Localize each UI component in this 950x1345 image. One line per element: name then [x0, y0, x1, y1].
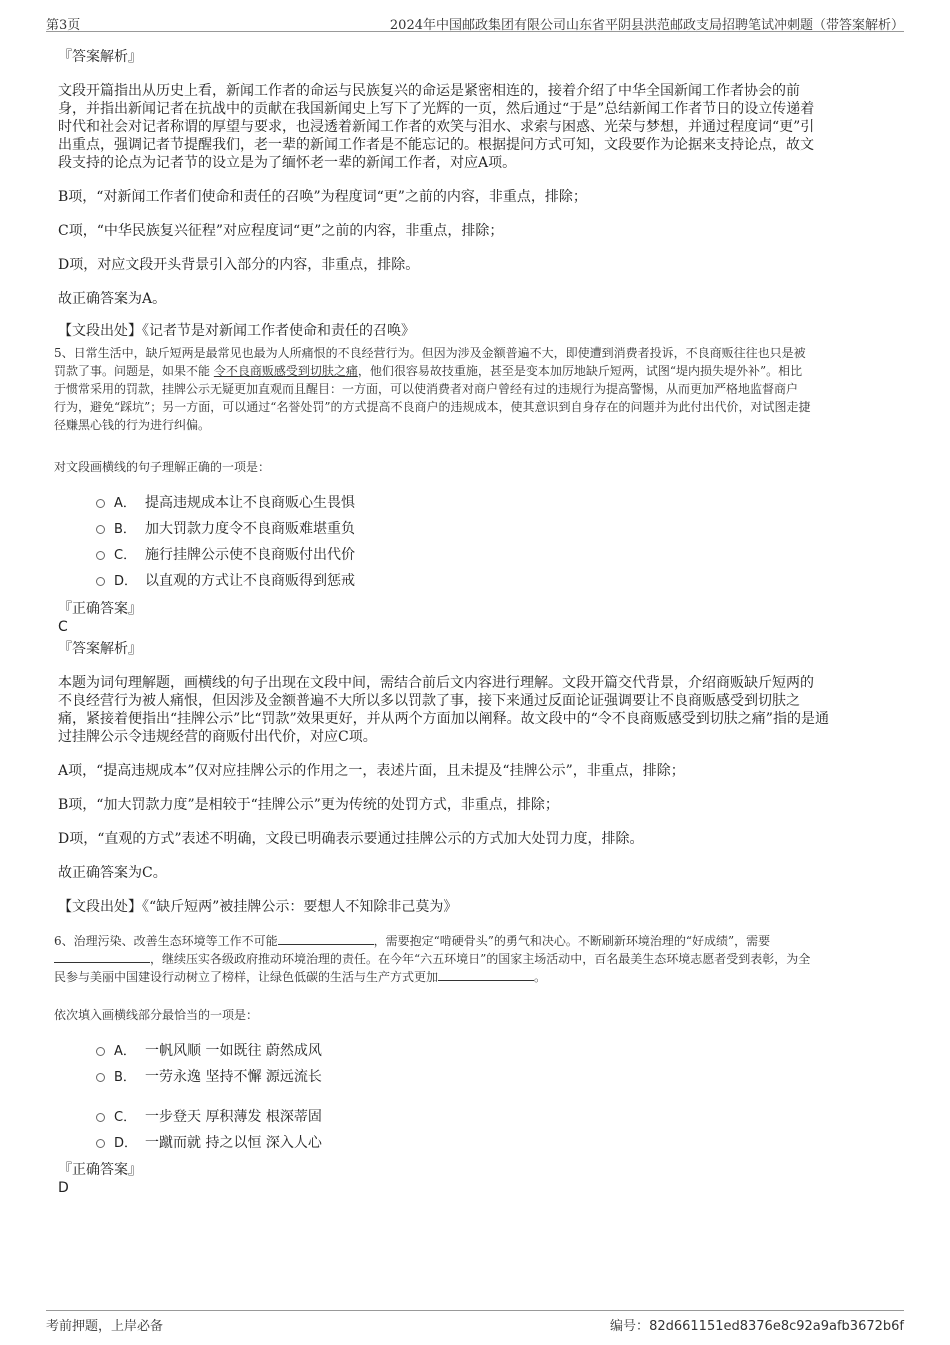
option-key: A． — [114, 1044, 136, 1059]
q6-question: 依次填入画横线部分最恰当的一项是： — [54, 1008, 259, 1022]
q5-source: 【文段出处】《“缺斤短两”被挂牌公示：要想人不知除非己莫为》 — [58, 899, 458, 915]
q5-option-b[interactable] — [96, 520, 355, 539]
q4-conclusion: 故正确答案为A。 — [58, 291, 167, 307]
page-number: 第3页 — [46, 18, 81, 33]
q6-option-c[interactable] — [96, 1108, 322, 1127]
q5-passage-text: 罚款了事。问题是，如果不能 — [54, 364, 211, 378]
q6-option-a[interactable] — [96, 1042, 322, 1061]
radio-icon[interactable] — [96, 525, 105, 534]
q6-text: 6、治理污染、改善生态环境等工作不可能 — [54, 934, 278, 948]
q5-option-c[interactable] — [96, 546, 355, 565]
q6-text: ，需要抱定“啃硬骨头”的勇气和决心。不断刷新环境治理的“好成绩”，需要 — [373, 934, 771, 948]
q5-answer-label: 『正确答案』 — [58, 601, 142, 617]
radio-icon[interactable] — [96, 1047, 105, 1056]
q6-passage-line — [54, 932, 900, 950]
option-key: B． — [114, 522, 136, 537]
radio-icon[interactable] — [96, 1073, 105, 1082]
q4-source: 【文段出处】《记者节是对新闻工作者使命和责任的召唤》 — [58, 323, 415, 339]
q6-option-d[interactable] — [96, 1134, 322, 1153]
q6-text: 。 — [534, 970, 547, 984]
q5-conclusion: 故正确答案为C。 — [58, 865, 167, 881]
radio-icon[interactable] — [96, 577, 105, 586]
q5-analysis-label: 『答案解析』 — [58, 641, 142, 657]
radio-icon[interactable] — [96, 551, 105, 560]
q6-answer: D — [58, 1180, 69, 1196]
fill-blank-3[interactable] — [438, 969, 534, 981]
q5-passage-line — [54, 362, 900, 380]
fill-blank-1[interactable] — [278, 933, 374, 945]
q5-option-d-analysis: D项，“直观的方式”表述不明确，文段已明确表示要通过挂牌公示的方式加大处罚力度，排除。 — [58, 831, 644, 847]
radio-icon[interactable] — [96, 1113, 105, 1122]
code-label: 编号： — [610, 1319, 650, 1334]
q5-passage — [54, 344, 900, 434]
q5-passage-line: 行为，避免“踩坑”；另一方面，可以通过“名誉处罚”的方式提高不良商户的违规成本，使其意识到自身存在的问题并为此付出代价，对试图走捷 — [54, 400, 811, 414]
code-value: 82d661151ed8376e8c92a9afb3672b6f — [649, 1319, 904, 1334]
q5-question: 对文段画横线的句子理解正确的一项是： — [54, 460, 271, 474]
q6-passage — [54, 932, 900, 986]
option-text: 一帆风顺 一如既往 蔚然成风 — [145, 1043, 322, 1059]
q6-text: ，继续压实各级政府推动环境治理的责任。在今年“六五环境日”的国家主场活动中，百名最美生态环境志愿者受到表彰，为全 — [150, 952, 811, 966]
q4-analysis-line: 出重点，强调记者节提醒我们，老一辈的新闻工作者是不能忘记的。根据提问方式可知，文段要作为论据来支持论点，故文 — [58, 137, 814, 153]
q5-passage-line: 径赚黑心钱的行为进行纠偏。 — [54, 418, 211, 432]
radio-icon[interactable] — [96, 499, 105, 508]
option-text: 一蹴而就 持之以恒 深入人心 — [145, 1135, 322, 1151]
q5-underlined-sentence: 令不良商贩感受到切肤之痛 — [213, 364, 358, 378]
option-key: A． — [114, 496, 136, 511]
document-code — [610, 1315, 904, 1334]
q4-analysis-line: 身，并指出新闻记者在抗战中的贡献在我国新闻史上写下了光辉的一页，然后通过“于是”总结新闻工作者节日的设立传递着 — [58, 101, 815, 117]
q5-analysis-line: 本题为词句理解题，画横线的句子出现在文段中间，需结合前后文内容进行理解。文段开篇交代背景，介绍商贩缺斤短两的 — [58, 675, 814, 691]
q4-option-c-analysis: C项，“中华民族复兴征程”对应程度词“更”之前的内容，非重点，排除； — [58, 223, 504, 239]
q5-analysis-line: 不良经营行为被人痛恨，但因涉及金额普遍不大所以多以罚款了事，接下来通过反面论证强调要让不良商贩感受到切肤之 — [58, 693, 800, 709]
option-text: 加大罚款力度令不良商贩难堪重负 — [145, 521, 355, 537]
q5-option-d[interactable] — [96, 572, 355, 591]
q5-answer: C — [58, 619, 68, 635]
option-key: C． — [114, 1110, 137, 1125]
option-text: 以直观的方式让不良商贩得到惩戒 — [145, 573, 355, 589]
q5-analysis-line: 过挂牌公示令违规经营的商贩付出代价，对应C项。 — [58, 729, 377, 745]
radio-icon[interactable] — [96, 1139, 105, 1148]
q6-text: 民参与美丽中国建设行动树立了榜样，让绿色低碳的生活与生产方式更加 — [54, 970, 439, 984]
footer-slogan: 考前押题，上岸必备 — [46, 1319, 164, 1334]
option-key: D． — [114, 1136, 138, 1151]
q5-passage-line: 5、日常生活中，缺斤短两是最常见也最为人所痛恨的不良经营行为。但因为涉及金额普遍不大，即使遭到消费者投诉，不良商贩往往也只是被 — [54, 346, 806, 360]
q4-analysis-text — [58, 82, 892, 172]
option-key: B． — [114, 1070, 136, 1085]
option-text: 一劳永逸 坚持不懈 源远流长 — [145, 1069, 322, 1085]
page-footer — [46, 1310, 904, 1334]
q6-passage-line — [54, 968, 900, 986]
q5-passage-line: 于惯常采用的罚款，挂牌公示无疑更加直观而且醒目：一方面，可以使消费者对商户曾经有过的违规行为提高警惕，从而更加严格地监督商户 — [54, 382, 799, 396]
q4-option-d-analysis: D项，对应文段开头背景引入部分的内容，非重点，排除。 — [58, 257, 420, 273]
option-text: 提高违规成本让不良商贩心生畏惧 — [145, 495, 355, 511]
q5-analysis-line: 痛，紧接着便指出“挂牌公示”比“罚款”效果更好，并从两个方面加以阐释。故文段中的“令不良商贩感受到切肤之痛”指的是通 — [58, 711, 829, 727]
q4-analysis-label: 『答案解析』 — [58, 49, 142, 65]
option-key: D． — [114, 574, 138, 589]
q5-passage-text: ，他们很容易故技重施，甚至是变本加厉地缺斤短两，试图“堤内损失堤外补”。相比 — [357, 364, 803, 378]
q4-option-b-analysis: B项，“对新闻工作者们使命和责任的召唤”为程度词“更”之前的内容，非重点，排除； — [58, 189, 587, 205]
q6-option-b[interactable] — [96, 1068, 322, 1087]
q6-passage-line — [54, 950, 900, 968]
q5-option-a-analysis: A项，“提高违规成本”仅对应挂牌公示的作用之一，表述片面，且未提及“挂牌公示”，非重点，排除； — [58, 763, 685, 779]
q6-answer-label: 『正确答案』 — [58, 1162, 142, 1178]
q4-analysis-line: 文段开篇指出从历史上看，新闻工作者的命运与民族复兴的命运是紧密相连的，接着介绍了中华全国新闻工作者协会的前 — [58, 83, 800, 99]
option-key: C． — [114, 548, 137, 563]
q5-option-a[interactable] — [96, 494, 355, 513]
q4-analysis-line: 时代和社会对记者称谓的厚望与要求，也浸透着新闻工作者的欢笑与泪水、求索与困惑、光荣与梦想，并通过程度词“更”引 — [58, 119, 815, 135]
q5-option-b-analysis: B项，“加大罚款力度”是相较于“挂牌公示”更为传统的处罚方式，非重点，排除； — [58, 797, 559, 813]
fill-blank-2[interactable] — [54, 951, 150, 963]
document-title: 2024年中国邮政集团有限公司山东省平阴县洪范邮政支局招聘笔试冲刺题（带答案解析） — [389, 18, 904, 33]
q5-analysis-text — [58, 674, 892, 746]
q4-analysis-line: 段支持的论点为记者节的设立是为了缅怀老一辈的新闻工作者，对应A项。 — [58, 155, 517, 171]
page-header — [46, 12, 904, 32]
option-text: 施行挂牌公示使不良商贩付出代价 — [145, 547, 355, 563]
option-text: 一步登天 厚积薄发 根深蒂固 — [145, 1109, 322, 1125]
